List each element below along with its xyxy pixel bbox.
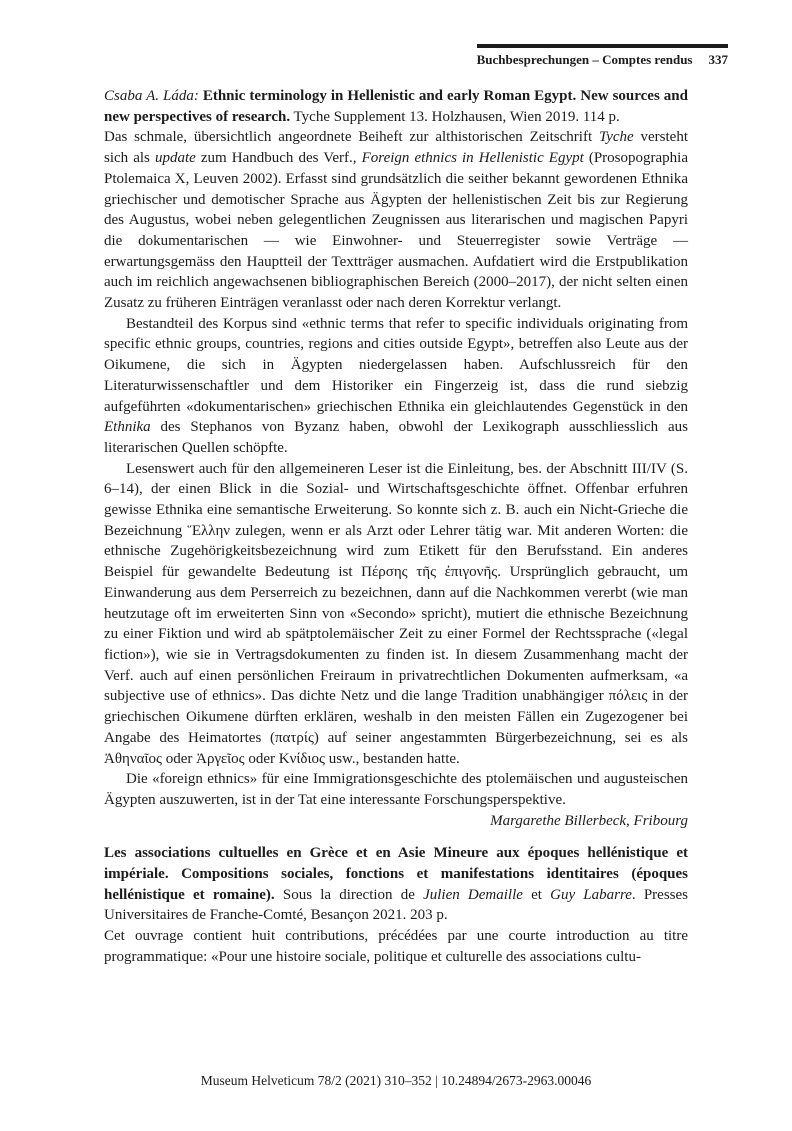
italic-run: Csaba A. Láda: <box>104 88 203 104</box>
page-number: 337 <box>708 52 728 67</box>
bold-run: Ethnic terminology in Hellenistic and early Roman Egypt. New sources and new perspectives of research. <box>104 88 688 125</box>
review2-heading <box>104 843 688 926</box>
review1-paragraph-4 <box>104 769 688 810</box>
review1-signature: Margarethe Billerbeck, Fribourg <box>490 812 688 829</box>
italic-run: Ethnika <box>104 419 151 436</box>
header-rule-block <box>477 44 728 68</box>
italic-run: Tyche <box>598 129 634 146</box>
review1-heading <box>104 86 688 127</box>
italic-run: Foreign ethnics in Hellenistic Egypt <box>361 150 584 167</box>
text-run: zum Handbuch des Verf., <box>195 150 362 167</box>
running-title: Buchbesprechungen – Comptes rendus <box>476 52 693 67</box>
text-run: (Prosopographia Ptolemaica X, Leuven 2002). Erfasst sind grundsätzlich die seither bekannt gewordenen Ethnika griechischer und demotischer Sprache aus Ägypten der hellenistischen Zeit bis zur Regierung des Augustus, wobei neben gelegentlichen Zeugnissen aus literarischen und magischen Papyri die dokumentarischen — wie Einwohner- und Steuerregister sowie Verträge — erwartungsgemäss den Hauptteil der Textträger ausmachen. Aufdatiert wird die Erstpublikation auch im reichlich angewachsenen bibliographischen Bereich (2000–2017), der nicht selten einen Zusatz zu früheren Einträgen veranlasst oder nach deren Korrektur verlangt. <box>104 150 688 312</box>
text-run: versteht sich als <box>104 129 688 167</box>
text-run: Cet ouvrage contient huit contributions, précédées par une courte introduction au titre programmatique: «Pour une histoire sociale, politique et culturelle des associations cultu- <box>104 928 688 965</box>
text-block <box>104 86 688 968</box>
text-run: Die «foreign ethnics» für eine Immigrationsgeschichte des ptolemäischen und augusteischen Ägypten auszuwerten, ist in der Tat eine interessante Forschungsperspektive. <box>104 771 688 808</box>
italic-run: Julien Demaille <box>423 886 523 903</box>
italic-run: update <box>154 150 196 167</box>
text-run: . Presses Universitaires de Franche-Comté, Besançon 2021. 203 p. <box>104 886 689 924</box>
bold-run: Les associations cultuelles en Grèce et en Asie Mineure aux époques hellénistique et impériale. Compositions sociales, fonctions et manifestations identitaires (époques hellénistique et romaine). <box>104 845 688 903</box>
italic-run: Guy Labarre <box>550 886 632 903</box>
text-run: Sous la direction de <box>274 886 424 903</box>
journal-citation: Museum Helveticum 78/2 (2021) 310–352 | 10.24894/2673-2963.00046 <box>200 1073 592 1088</box>
page-header <box>477 44 728 69</box>
text-run: Tyche Supplement 13. Holzhausen, Wien 2019. 114 p. <box>290 108 620 125</box>
text-run: Bestandteil des Korpus sind «ethnic terms that refer to specific individuals originating from specific ethnic groups, countries, regions and cities outside Egypt», betreffen also Leute aus der Oikumene, die sich in Ägypten niedergelassen haben. Aufschlussreich für den Literaturwissenschaftler und dem Historiker ein Fingerzeig ist, dass die rund siebzig aufgeführten «dokumentarischen» griechischen Ethnika ein gleichlautendes Gegenstück in den <box>104 315 688 415</box>
text-run: Lesenswert auch für den allgemeineren Leser ist die Einleitung, bes. der Abschnitt III/IV (S. 6–14), der einen Blick in die Sozial- und Wirtschaftsgeschichte öffnet. Offenbar erfuhren gewisse Ethnika eine semantische Erweiterung. So konnte sich z. B. auch ein Nicht-Grieche die Bezeichnung Ἕλλην zulegen, wenn er als Arzt oder Lehrer tätig war. Mit anderen Worten: die ethnische Zugehörigkeitsbezeichnung wird zum Etikett für den Berufsstand. Ein anderes Beispiel für gewandelte Bedeutung ist Πέρσης τῆς ἐπιγονῆς. Ursprünglich gebraucht, um Einwanderung aus dem Perserreich zu bezeichnen, dann auf die Nachkommen vererbt (wie man heutzutage oft im erweiterten Sinn von «Secondo» spricht), mutiert die ethnische Bezeichnung zu einer Fiktion und wird ab spätptolemäischer Zeit zu einer Formel der Rechtssprache («legal fiction»), wie sie in Vertragsdokumenten zu finden ist. In diesem Zusammenhang macht der Verf. auch auf einen persönlichen Freiraum in privatrechtlichen Dokumenten aufmerksam, «a subjective use of ethnics». Das dichte Netz und die lange Tradition unabhängiger πόλεις in der griechischen Oikumene dürften erklären, weshalb in den meisten Fällen ein Zugezogener bei Angabe des Heimatortes (πατρίς) auf seiner angestammten Bürgerbezeichnung, sei es als Ἀθηναῖος oder Ἀργεῖος oder Κνίδιος usw., bestanden hatte. <box>104 460 688 767</box>
review1-paragraph-3 <box>104 459 688 770</box>
text-run: et <box>522 886 551 903</box>
review1-paragraph-1 <box>104 127 688 313</box>
review2-paragraph-1 <box>104 926 688 967</box>
review1-paragraph-2 <box>104 314 688 459</box>
text-run: des Stephanos von Byzanz haben, obwohl der Lexikograph ausschliesslich aus literarischen Quellen schöpfte. <box>104 419 688 456</box>
page-footer <box>0 1073 792 1089</box>
text-run: Das schmale, übersichtlich angeordnete Beiheft zur althistorischen Zeitschrift <box>104 129 599 146</box>
